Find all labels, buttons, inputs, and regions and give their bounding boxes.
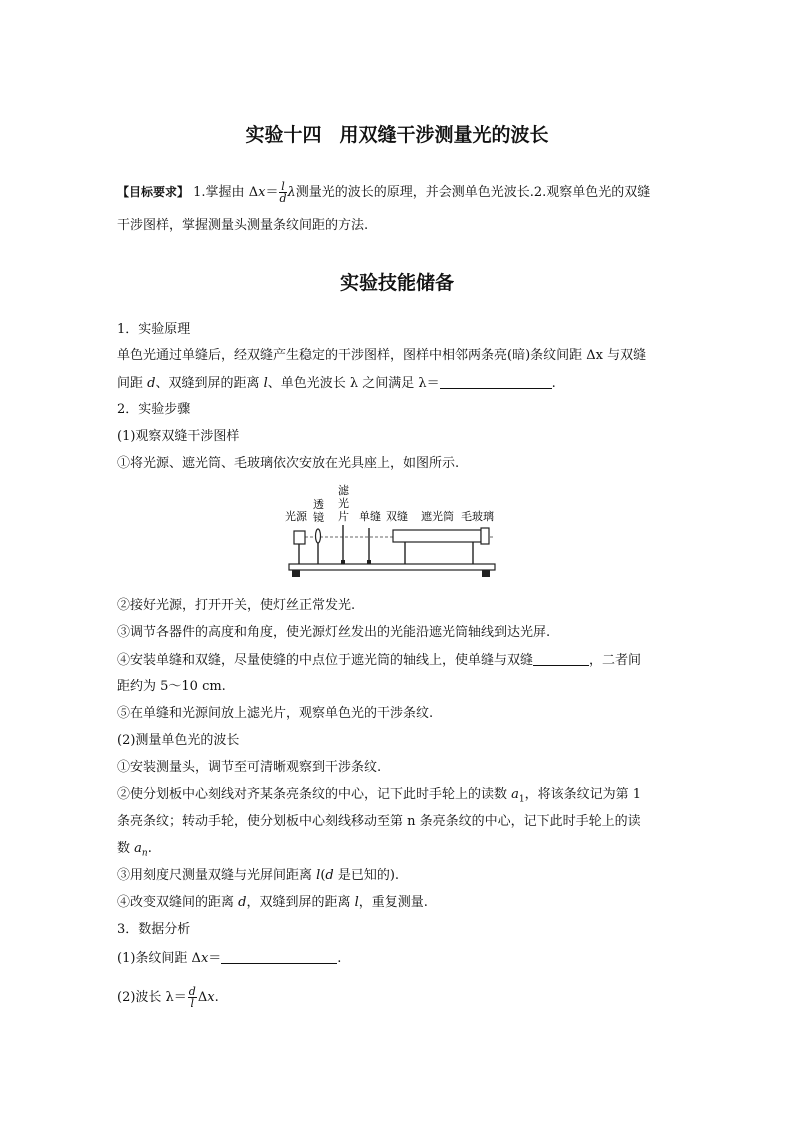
- s3-heading: 3．数据分析: [117, 922, 191, 937]
- frosted-glass-screen: [481, 528, 489, 544]
- objective-tag: 【目标要求】: [117, 185, 190, 199]
- s1-paragraph-2: 间距 d、双缝到屏的距离 l、单色光波长 λ 之间满足 λ＝ .: [117, 376, 556, 391]
- title-part2: 用双缝干涉测量光的波长: [339, 124, 549, 146]
- s2-sub2: (2)测量单色光的波长: [117, 733, 240, 748]
- s2-m2: ②使分划板中心刻线对齐某条亮条纹的中心，记下此时手轮上的读数 $a_1$，将该条纹记为第 1: [117, 787, 642, 805]
- label-lens-2: 镜: [313, 511, 324, 524]
- s2-m6: ④改变双缝间的距离 d，双缝到屏的距离 l，重复测量.: [117, 895, 428, 910]
- s2-step1: ①将光源、遮光筒、毛玻璃依次安放在光具座上，如图所示.: [117, 456, 460, 471]
- s2-step5: ⑤在单缝和光源间放上滤光片，观察单色光的干涉条纹.: [117, 706, 434, 721]
- section-title: 实验技能储备: [339, 272, 454, 294]
- s2-heading: 2．实验步骤: [117, 402, 191, 417]
- s2-m5: ③用刻度尺测量双缝与光屏间距离 l(d 是已知的).: [117, 868, 400, 883]
- answer-blank-lambda[interactable]: [440, 375, 552, 389]
- s3-d2: (2)波长 λ＝ $\frac{d}{l}$ Δx.: [117, 985, 219, 1010]
- s2-m4: 数 $a_n$.: [117, 841, 152, 859]
- s2-step2: ②接好光源，打开开关，使灯丝正常发光.: [117, 598, 356, 613]
- optical-bench: [289, 564, 495, 570]
- light-source-box: [294, 531, 305, 544]
- label-double-slit: 双缝: [386, 510, 408, 523]
- page-title: [0, 120, 794, 147]
- lens-shape: [316, 529, 321, 543]
- label-screen: 毛玻璃: [461, 510, 494, 523]
- s2-m3: 条亮条纹；转动手轮，使分划板中心刻线移动至第 n 条亮条纹的中心，记下此时手轮上的读: [117, 814, 641, 829]
- objective-line-1: 【目标要求】 1.掌握由 Δx＝ $\frac{l}{d}$ λ测量光的波长的原理，并会测单色光波长.2.观察单色光的双缝: [117, 180, 651, 205]
- s3-d1: (1)条纹间距 Δx＝ .: [117, 951, 342, 966]
- s2-sub1: (1)观察双缝干涉图样: [117, 429, 240, 444]
- label-filter-1: 滤: [338, 484, 349, 497]
- s1-heading: 1．实验原理: [117, 322, 191, 337]
- objective-line-2: 干涉图样，掌握测量头测量条纹间距的方法.: [117, 218, 369, 233]
- shade-tube: [393, 530, 481, 542]
- apparatus-diagram: [285, 480, 505, 585]
- answer-blank-slit[interactable]: [533, 652, 589, 666]
- label-tube: 遮光筒: [421, 510, 454, 523]
- s2-step4-cont: 距约为 5～10 cm.: [117, 679, 226, 694]
- s2-m1: ①安装测量头，调节至可清晰观察到干涉条纹.: [117, 760, 382, 775]
- title-part1: 实验十四: [245, 124, 322, 146]
- label-filter-3: 片: [338, 510, 349, 523]
- label-filter-2: 光: [338, 497, 349, 510]
- s1-paragraph-1: 单色光通过单缝后，经双缝产生稳定的干涉图样，图样中相邻两条亮(暗)条纹间距 Δx 与双缝: [117, 348, 647, 363]
- fraction-d-over-l: $\frac{d}{l}$: [188, 985, 196, 1010]
- s2-step3: ③调节各器件的高度和角度，使光源灯丝发出的光能沿遮光筒轴线到达光屏.: [117, 625, 551, 640]
- label-lens-1: 透: [313, 498, 324, 511]
- answer-blank-spacing[interactable]: [221, 950, 337, 964]
- s2-step4: ④安装单缝和双缝，尽量使缝的中点位于遮光筒的轴线上，使单缝与双缝 ，二者间: [117, 653, 642, 668]
- label-light-source: 光源: [285, 510, 307, 523]
- label-single-slit: 单缝: [359, 510, 381, 523]
- fraction-l-over-d: $\frac{l}{d}$: [279, 180, 287, 205]
